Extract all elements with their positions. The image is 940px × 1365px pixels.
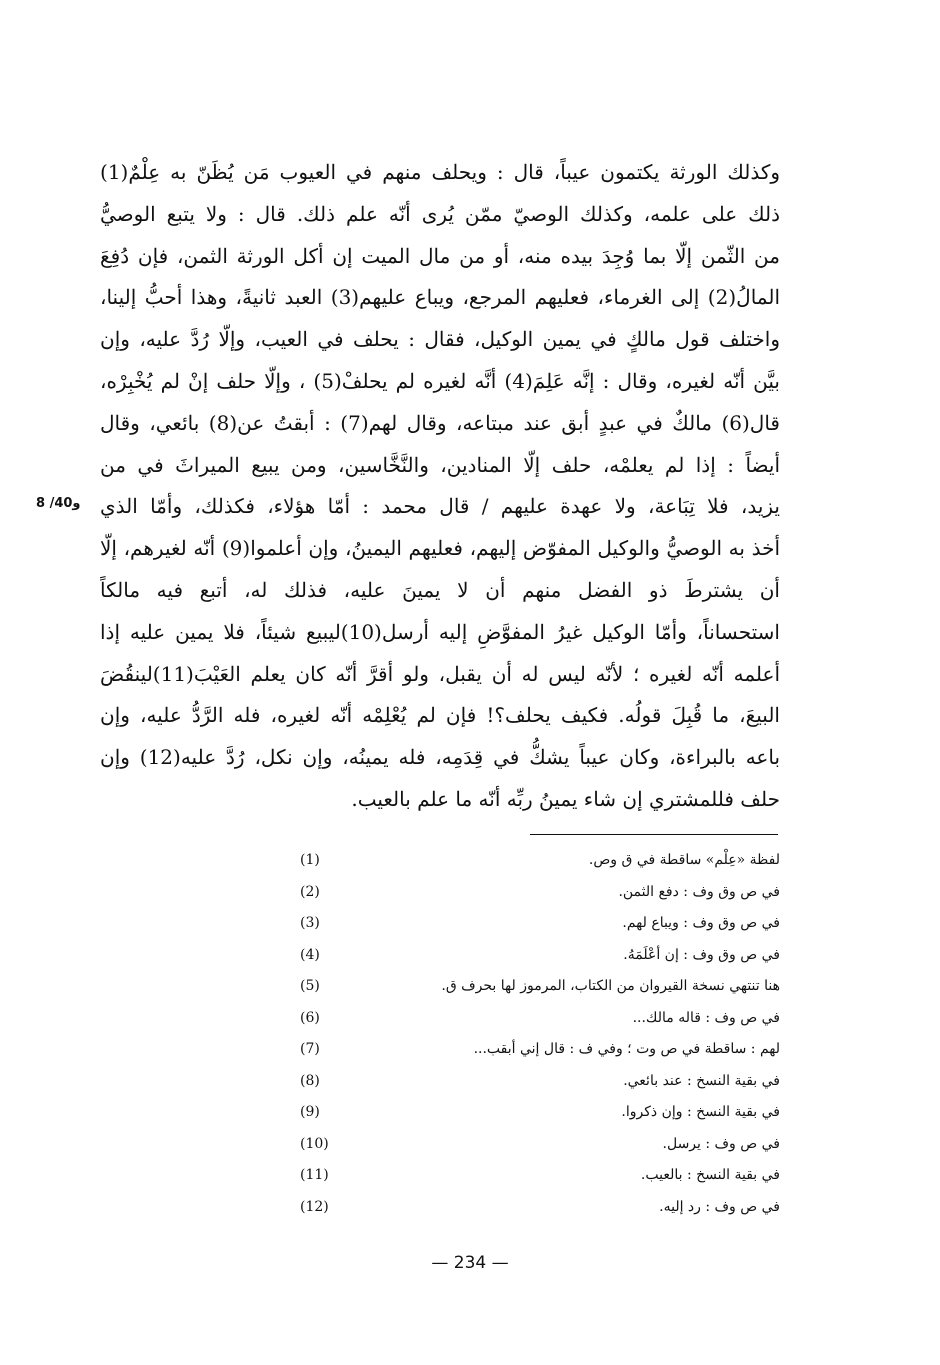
footnote-text: في ص وق وف : إن أعْلَمَهُ. xyxy=(623,946,780,963)
text-line: المالُ(2) إلى الغرماء، فعليهم المرجع، ويباع عليهم(3) العبد ثانيةً، وهذا أحبُّ إلينا، xyxy=(100,285,780,310)
footnote-text: في بقية النسخ : عند بائعي. xyxy=(623,1072,780,1089)
footnote-text: في ص وف : يرسل. xyxy=(662,1135,780,1152)
footnote-text: في ص وق وف : دفع الثمن. xyxy=(618,883,780,900)
footnote-item xyxy=(300,877,780,909)
footnote-item xyxy=(300,971,780,1003)
text-line: البيعَ، ما قُبِلَ قولُه. فكيف يحلف؟! فإن لم يُعْلِمْه أنّه لغيره، فله الرَّدُّ عليه، وإن xyxy=(100,703,780,728)
footnote-text: لفظة «عِلْم» ساقطة في ق وص. xyxy=(588,852,780,868)
footnote-item xyxy=(300,845,780,877)
footnote-item xyxy=(300,1160,780,1192)
footnote-text: في ص وف : رد إليه. xyxy=(659,1198,780,1215)
footnote-number: (7) xyxy=(300,1041,320,1057)
footnote-text: في بقية النسخ : وإن ذكروا. xyxy=(621,1104,780,1120)
footnote-number: (4) xyxy=(300,946,320,963)
footnote-number: (6) xyxy=(300,1009,320,1026)
footnote-number: (1) xyxy=(300,852,320,868)
footnote-text: لهم : ساقطة في ص وت ؛ وفي ف : قال إني أبقب... xyxy=(473,1041,780,1057)
footnote-item xyxy=(300,908,780,940)
page-number: — 234 — xyxy=(431,1253,509,1273)
text-line: واختلف قول مالكٍ في يمين الوكيل، فقال : يحلف في العيب، وإلّا رُدَّ عليه، وإن xyxy=(100,327,780,352)
footnote-item xyxy=(300,1097,780,1129)
footnote-item xyxy=(300,940,780,972)
main-text-block xyxy=(100,152,780,821)
footnote-item xyxy=(300,1034,780,1066)
margin-folio-note: 8 /40و xyxy=(36,496,81,511)
footnotes-list xyxy=(300,845,780,1223)
text-line: أن يشترطَ ذو الفضل منهم أن لا يمينَ عليه، فذلك له، أتبع فيه مالكاً xyxy=(100,577,780,602)
footnote-text: في ص وق وف : ويباع لهم. xyxy=(622,915,780,931)
footnote-number: (11) xyxy=(300,1167,329,1183)
text-line: بيَّن أنّه لغيره، وقال : إنَّه عَلِمَ(4) أنَّه لغيره لم يحلفْ(5) ، وإلّا حلف إنْ لم يُخْبِرْه، xyxy=(100,368,780,393)
footnote-number: (10) xyxy=(300,1135,329,1152)
text-line: ذلك على علمه، وكذلك الوصيّ ممّن يُرى أنّه علم ذلك. قال : ولا يتبع الوصيُّ xyxy=(100,201,780,226)
footnote-number: (12) xyxy=(300,1198,329,1215)
text-line: من الثّمن إلّا بما وُجِدَ بيده منه، أو من مال الميت إن أكل الورثة الثمن، فإن دُفِعَ xyxy=(100,243,780,268)
footnote-item xyxy=(300,1066,780,1098)
text-line: وكذلك الورثة يكتمون عيباً، قال : ويحلف منهم في العيوب مَن يُظَنّ به عِلْمٌ(1) xyxy=(100,160,780,184)
text-line: حلف فللمشتري إن شاء يمينُ ربِّه أنّه ما علم بالعيب. xyxy=(351,786,780,811)
footnote-text: هنا تنتهي نسخة القيروان من الكتاب، المرموز لها بحرف ق. xyxy=(441,978,780,994)
footnote-item xyxy=(300,1003,780,1035)
footnote-number: (9) xyxy=(300,1104,320,1120)
text-line: استحساناً، وأمّا الوكيل غيرُ المفوَّضِ إليه أرسل(10)ليبيع شيئاً، فلا يمين عليه إذا xyxy=(100,619,780,644)
text-line: أعلمه أنّه لغيره ؛ لأنّه ليس له أن يقبل، ولو أقرَّ أنّه كان يعلم العَيْبَ(11)لينقُضَ xyxy=(100,661,780,686)
footnote-item xyxy=(300,1192,780,1224)
text-line: أيضاً : إذا لم يعلمْه، حلف إلّا المنادين، والنَّخَّاسين، ومن يبيع الميراثَ في من xyxy=(100,452,780,477)
text-line: يزيد، فلا تِبَاعة، ولا عهدة عليهم / قال محمد : أمّا هؤلاء، فكذلك، وأمّا الذي xyxy=(100,494,780,519)
footnote-number: (5) xyxy=(300,978,320,994)
footnote-text: في ص وف : قاله مالك... xyxy=(632,1009,780,1026)
text-line: باعه بالبراءة، وكان عيباً يشكُّ في قِدَمِه، فله يمينُه، وإن نكل، رُدَّ عليه(12) وإن xyxy=(100,745,780,770)
text-line: قال(6) مالكٌ في عبدٍ أبق عند مبتاعه، وقال لهم(7) : أبقتُ عن(8) بائعي، وقال xyxy=(100,410,780,435)
footnote-item xyxy=(300,1129,780,1161)
footnote-number: (8) xyxy=(300,1072,320,1089)
footnote-text: في بقية النسخ : بالعيب. xyxy=(640,1167,780,1183)
footnote-divider xyxy=(530,834,778,835)
footnote-number: (2) xyxy=(300,883,320,900)
footnote-number: (3) xyxy=(300,915,320,931)
text-line: أخذ به الوصيُّ والوكيل المفوّض إليهم، فعليهم اليمينُ، وإن أعلموا(9) أنّه لغيرهم، إلّا xyxy=(100,536,780,561)
